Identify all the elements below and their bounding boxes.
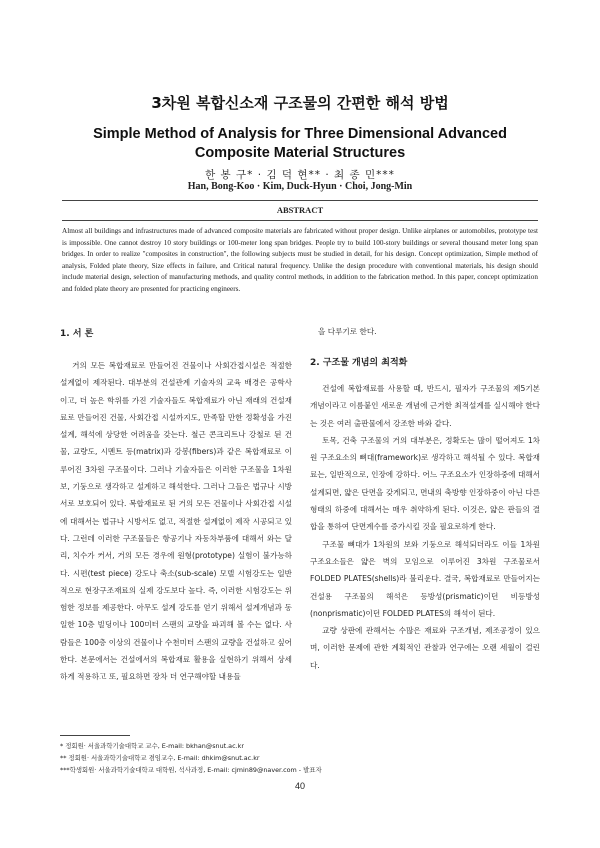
right-column bbox=[310, 380, 540, 674]
section-2-paragraph-4: 교량 상판에 관해서는 수많은 재료와 구조개념, 제조공정이 있으며, 이러한 문제에 관한 계획적인 관찰과 연구에는 오랜 세월이 걸린다. bbox=[310, 626, 540, 670]
footnote-3: ***학생회원· 서울과학기술대학교 대학원, 석사과정, E-mail: cjmin89@naver.com - 발표자 bbox=[60, 766, 322, 774]
section-1-heading: 1. 서 론 bbox=[60, 329, 94, 339]
abstract-text: Almost all buildings and infrastructures made of advanced composite materials are fabricated without proper design. Unlike airplanes or automobiles, prototype test is impossible. One cannot destroy 10 story buildings or 100-meter long span bridges. People try to build 100-story buildings or several thousand meter long span bridges. In order to realize "composites in construction", the following subjects must be studied in detail, for his design. Concept optimization, Simple method of analysis, Folded plate theory, Size effects in failure, and Critical natural frequency. Unlike the design procedure with conventional materials, his design should include material design, selection of manufacturing methods, and quality control methods, in addition to the fabrication method. In this paper, concept optimization and folded plate theory are presented for practicing engineers. bbox=[62, 227, 538, 293]
page-number: 40 bbox=[294, 781, 305, 791]
authors-korean: 한 봉 구* · 김 덕 현** · 최 종 민*** bbox=[205, 169, 395, 181]
abstract-heading: ABSTRACT bbox=[276, 205, 324, 215]
title-korean: 3차원 복합신소재 구조물의 간편한 해석 방법 bbox=[151, 94, 449, 112]
section-2-heading: 2. 구조물 개념의 최적화 bbox=[310, 358, 408, 368]
footnote-2: ** 정회원· 서울과학기술대학교 겸임교수, E-mail: dhkim@snut.ac.kr bbox=[60, 754, 260, 762]
section-2-paragraph-1: 건설에 복합재료를 사용할 때, 반드시, 필자가 구조물의 제5기본 개념이라고 이름붙인 새로운 개념에 근거한 최적설계를 실시해야 한다는 것은 여러 출판물에서 강조한 바와 같다. bbox=[310, 384, 540, 428]
footnotes bbox=[60, 740, 540, 776]
abstract-top-rule bbox=[62, 200, 538, 201]
footnote-rule bbox=[60, 735, 130, 736]
section-2-paragraph-3: 구조물 뼈대가 1차원의 보와 기둥으로 해석되더라도 이들 1차원 구조요소들은 얇은 벽의 모임으로 이루어진 3차원 구조물로서 FOLDED PLATES(shells)라 불리운다. 결국, 복합재료로 만들어지는 건설용 구조물의 해석은 등방성(prismatic)이던 비등방성(nonprismatic)이던 FOLDED PLATES의 해석이 된다. bbox=[310, 539, 540, 618]
footnote-1: * 정회원· 서울과학기술대학교 교수, E-mail: bkhan@snut.ac.kr bbox=[60, 742, 244, 750]
section-1-continuation: 을 다루기로 한다. bbox=[318, 327, 377, 336]
title-english: Simple Method of Analysis for Three Dimensional Advanced Composite Material Structures bbox=[93, 126, 507, 161]
section-1-paragraph: 거의 모든 복합재료로 만들어진 건물이나 사회간접시설은 적절한 설계없이 제작된다. 대부분의 건설관계 기술자의 교육 배경은 공학사이고, 더 높은 학위를 가진 기술자들도 복합재료가 아닌 재래의 건설재료로 만들어진 건물, 사회간접 시설까지도, 만족할 만한 정확성을 가진 설계, 해석에 상당한 어려움을 갖는다. 철근 콘크리트나 강철로 된 건물, 교량도, 시멘트 등(matrix)과 강봉(fibers)과 같은 복합재료로 이루어진 3차원 구조물이다. 그러나 기술자들은 이러한 구조물을 1차원 보, 기둥으로 생각하고 설계하고 해석한다. 그러나 그들은 법규나 시방서로 보호되어 있다. 복합재료로 된 거의 모든 건물이나 사회간접 시설에 대해서는 법규나 시방서도 없고, 적절한 설계없이 제작 시공되고 있다. 그런데 이러한 구조물들은 항공기나 자동차부품에 대해서 와는 달리, 치수가 커서, 거의 모든 경우에 원형(prototype) 실험이 불가능하다. 시편(test piece) 강도나 축소(sub-scale) 모델 시험강도는 일반적으로 현장구조재료의 실제 강도보다 높다. 즉, 이러한 시험강도는 위험한 정보를 제공한다. 아무도 설계 강도를 얻기 위해서 설계개념과 동일한 10층 빌딩이나 100미터 스팬의 교량을 파괴해 볼 수는 없다. 사람들은 100층 이상의 건물이나 수천미터 스팬의 교량을 건설하고 싶어 한다. 본문에서는 건설에서의 복합재료 활용을 실현하기 위해서 상세하게 적용하고 또, 필요하면 장차 더 연구해야할 내용들 bbox=[60, 361, 292, 682]
authors-english: Han, Bong-Koo · Kim, Duck-Hyun · Choi, Jong-Min bbox=[187, 181, 413, 192]
abstract-heading-rule bbox=[62, 220, 538, 221]
section-2-paragraph-2: 토목, 건축 구조물의 거의 대부분은, 정확도는 많이 떨어져도 1차원 구조요소의 뼈대(framework)로 생각하고 해석될 수 있다. 복합재료는, 일반적으로, 인장에 강하다. 어느 구조요소가 인장하중에 대해서 설계되면, 얇은 단면을 갖게되고, 면내의 축방향 인장하중이 아닌 다른 형태의 하중에 대해서는 매우 취약하게 된다. 이것은, 얇은 판들의 결합을 통하여 단면계수를 증가시킬 것을 필요로하게 한다. bbox=[310, 435, 540, 532]
left-column bbox=[60, 357, 292, 686]
